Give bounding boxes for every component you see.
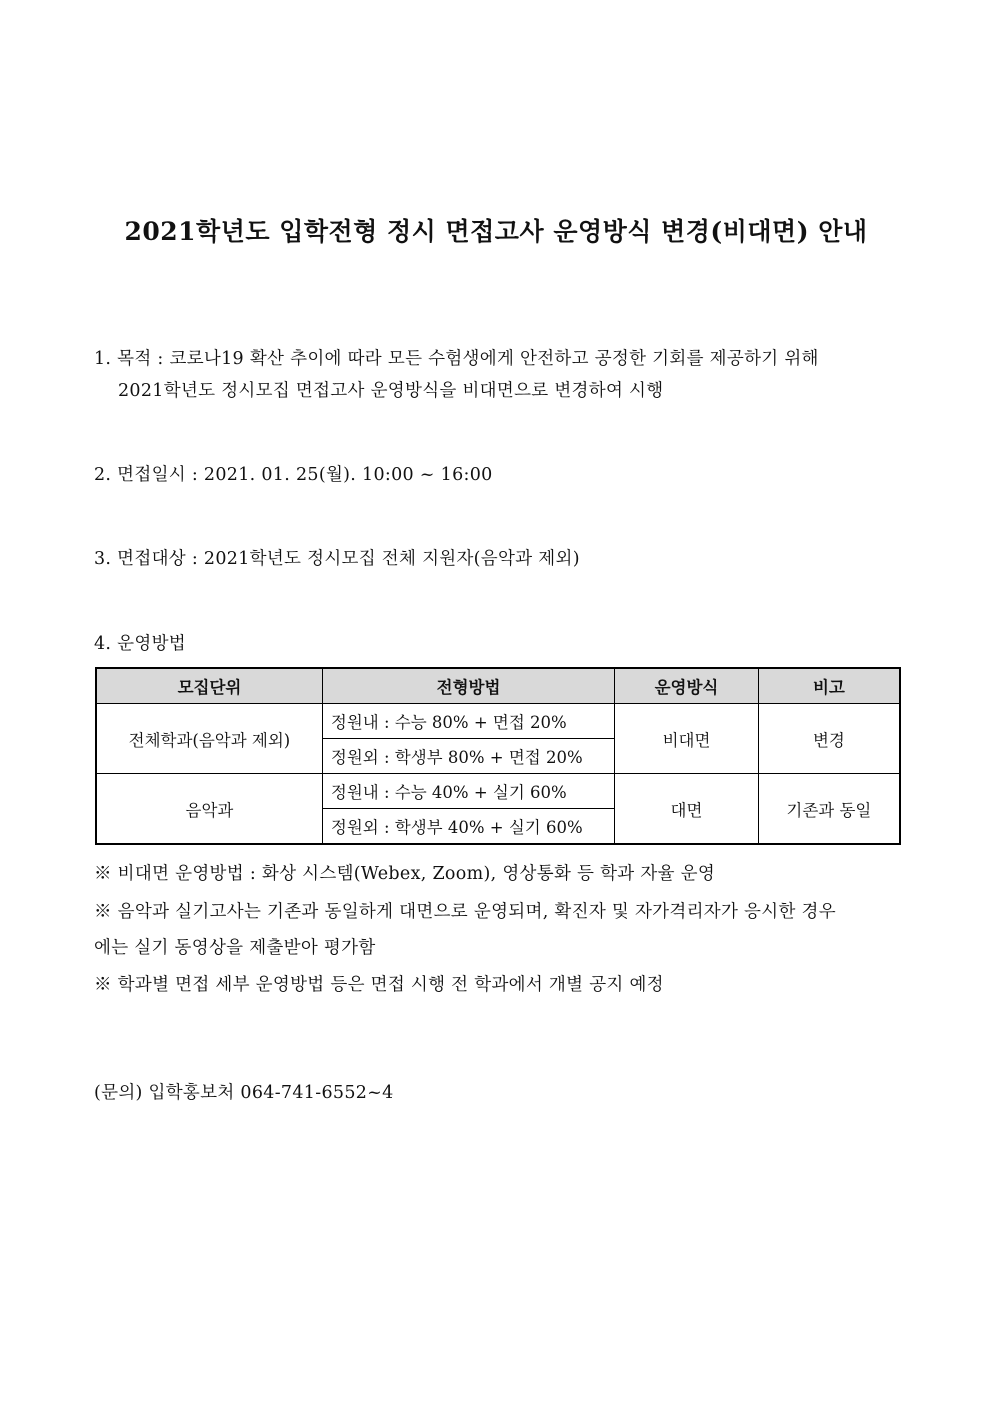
note-cell: 변경 xyxy=(758,704,900,774)
note-department-notice: ※ 학과별 면접 세부 운영방법 등은 면접 시행 전 학과에서 개별 공지 예정 xyxy=(94,975,664,995)
note-music-practical-line-1: ※ 음악과 실기고사는 기존과 동일하게 대면으로 운영되며, 확진자 및 자가격리자가 응시한 경우 xyxy=(94,902,836,922)
table-row xyxy=(96,774,900,809)
mode-cell: 비대면 xyxy=(615,704,759,774)
purpose-line-1: 1. 목적 : 코로나19 확산 추이에 따라 모든 수험생에게 안전하고 공정한 기회를 제공하기 위해 xyxy=(94,349,819,369)
method-cell: 정원외 : 학생부 80% + 면접 20% xyxy=(322,739,614,774)
mode-cell: 대면 xyxy=(615,774,759,845)
contact-info: (문의) 입학홍보처 064-741-6552~4 xyxy=(94,1083,394,1103)
note-remote-method: ※ 비대면 운영방법 : 화상 시스템(Webex, Zoom), 영상통화 등 학과 자율 운영 xyxy=(94,864,716,884)
table-row xyxy=(96,704,900,739)
interview-date: 2. 면접일시 : 2021. 01. 25(월). 10:00 ~ 16:00 xyxy=(94,465,493,485)
header-method: 전형방법 xyxy=(322,668,614,704)
method-heading: 4. 운영방법 xyxy=(94,634,186,654)
header-note: 비고 xyxy=(758,668,900,704)
note-cell: 기존과 동일 xyxy=(758,774,900,845)
interview-target: 3. 면접대상 : 2021학년도 정시모집 전체 지원자(음악과 제외) xyxy=(94,549,580,569)
unit-cell: 음악과 xyxy=(96,774,322,845)
document-title: 2021학년도 입학전형 정시 면접고사 운영방식 변경(비대면) 안내 xyxy=(124,217,868,246)
table-header-row xyxy=(96,668,900,704)
header-unit: 모집단위 xyxy=(96,668,322,704)
unit-cell: 전체학과(음악과 제외) xyxy=(96,704,322,774)
method-cell: 정원외 : 학생부 40% + 실기 60% xyxy=(322,809,614,845)
method-cell: 정원내 : 수능 80% + 면접 20% xyxy=(322,704,614,739)
purpose-line-2: 2021학년도 정시모집 면접고사 운영방식을 비대면으로 변경하여 시행 xyxy=(118,381,664,401)
header-mode: 운영방식 xyxy=(615,668,759,704)
note-music-practical-line-2: 에는 실기 동영상을 제출받아 평가함 xyxy=(94,938,376,958)
operation-method-table xyxy=(95,667,901,845)
method-cell: 정원내 : 수능 40% + 실기 60% xyxy=(322,774,614,809)
